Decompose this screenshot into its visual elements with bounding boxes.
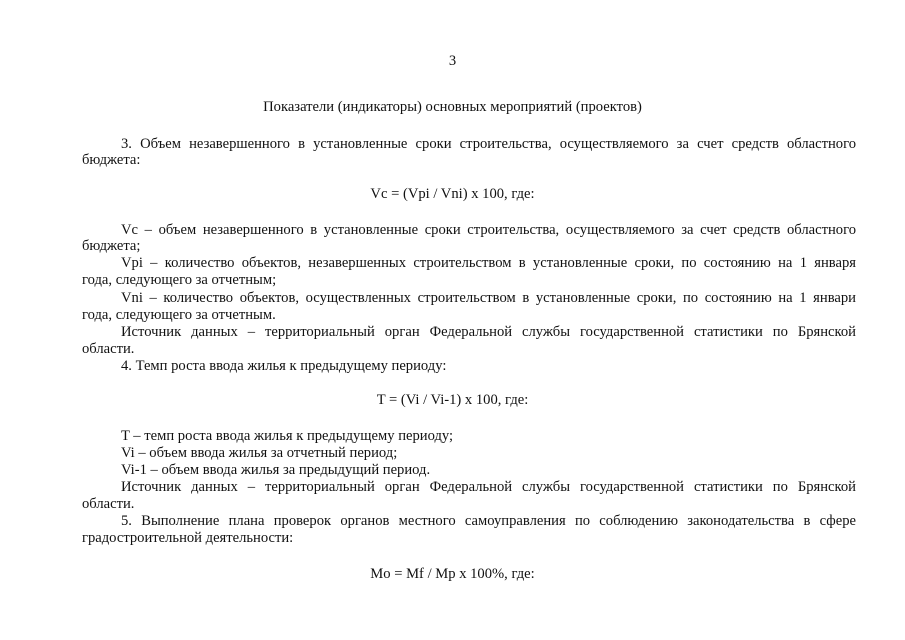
definition-vpi-line-1: Vpi – количество объектов, незавершенных строительством в установленные сроки, по состоянию на 1 января (121, 255, 856, 271)
source-1-line-2: области. (82, 341, 135, 357)
paragraph-5-line-2: градостроительной деятельности: (82, 530, 294, 546)
definition-vpi-line-2: года, следующего за отчетным; (82, 272, 277, 288)
formula-t: T = (Vi / Vi-1) x 100, где: (376, 392, 529, 408)
source-2-line-2: области. (82, 496, 135, 512)
formula-mo: Mo = Mf / Mp x 100%, где: (370, 566, 535, 582)
definition-vi-1: Vi-1 – объем ввода жилья за предыдущий период. (121, 462, 431, 478)
page-number: 3 (448, 53, 457, 69)
paragraph-3-line-1: 3. Объем незавершенного в установленные сроки строительства, осуществляемого за счет средств областного (121, 136, 856, 152)
source-2-line-1: Источник данных – территориальный орган Федеральной службы государственной статистики по Брянской (121, 479, 856, 495)
source-1-line-1: Источник данных – территориальный орган Федеральной службы государственной статистики по Брянской (121, 324, 856, 340)
page-heading: Показатели (индикаторы) основных мероприятий (проектов) (263, 99, 642, 115)
definition-vi: Vi – объем ввода жилья за отчетный период; (121, 445, 398, 461)
formula-vc: Vc = (Vpi / Vni) x 100, где: (370, 186, 535, 202)
paragraph-4: 4. Темп роста ввода жилья к предыдущему периоду: (121, 358, 447, 374)
paragraph-3-line-2: бюджета: (82, 152, 141, 168)
definition-vni-line-1: Vni – количество объектов, осуществленных строительством в установленные сроки, по состоянию на 1 январи (121, 290, 856, 306)
definition-vc-line-1: Vc – объем незавершенного в установленные сроки строительства, осуществляемого за счет средств областного (121, 222, 856, 238)
definition-t: T – темп роста ввода жилья к предыдущему периоду; (121, 428, 454, 444)
definition-vc-line-2: бюджета; (82, 238, 141, 254)
definition-vni-line-2: года, следующего за отчетным. (82, 307, 276, 323)
paragraph-5-line-1: 5. Выполнение плана проверок органов местного самоуправления по соблюдению законодательства в сфере (121, 513, 856, 529)
